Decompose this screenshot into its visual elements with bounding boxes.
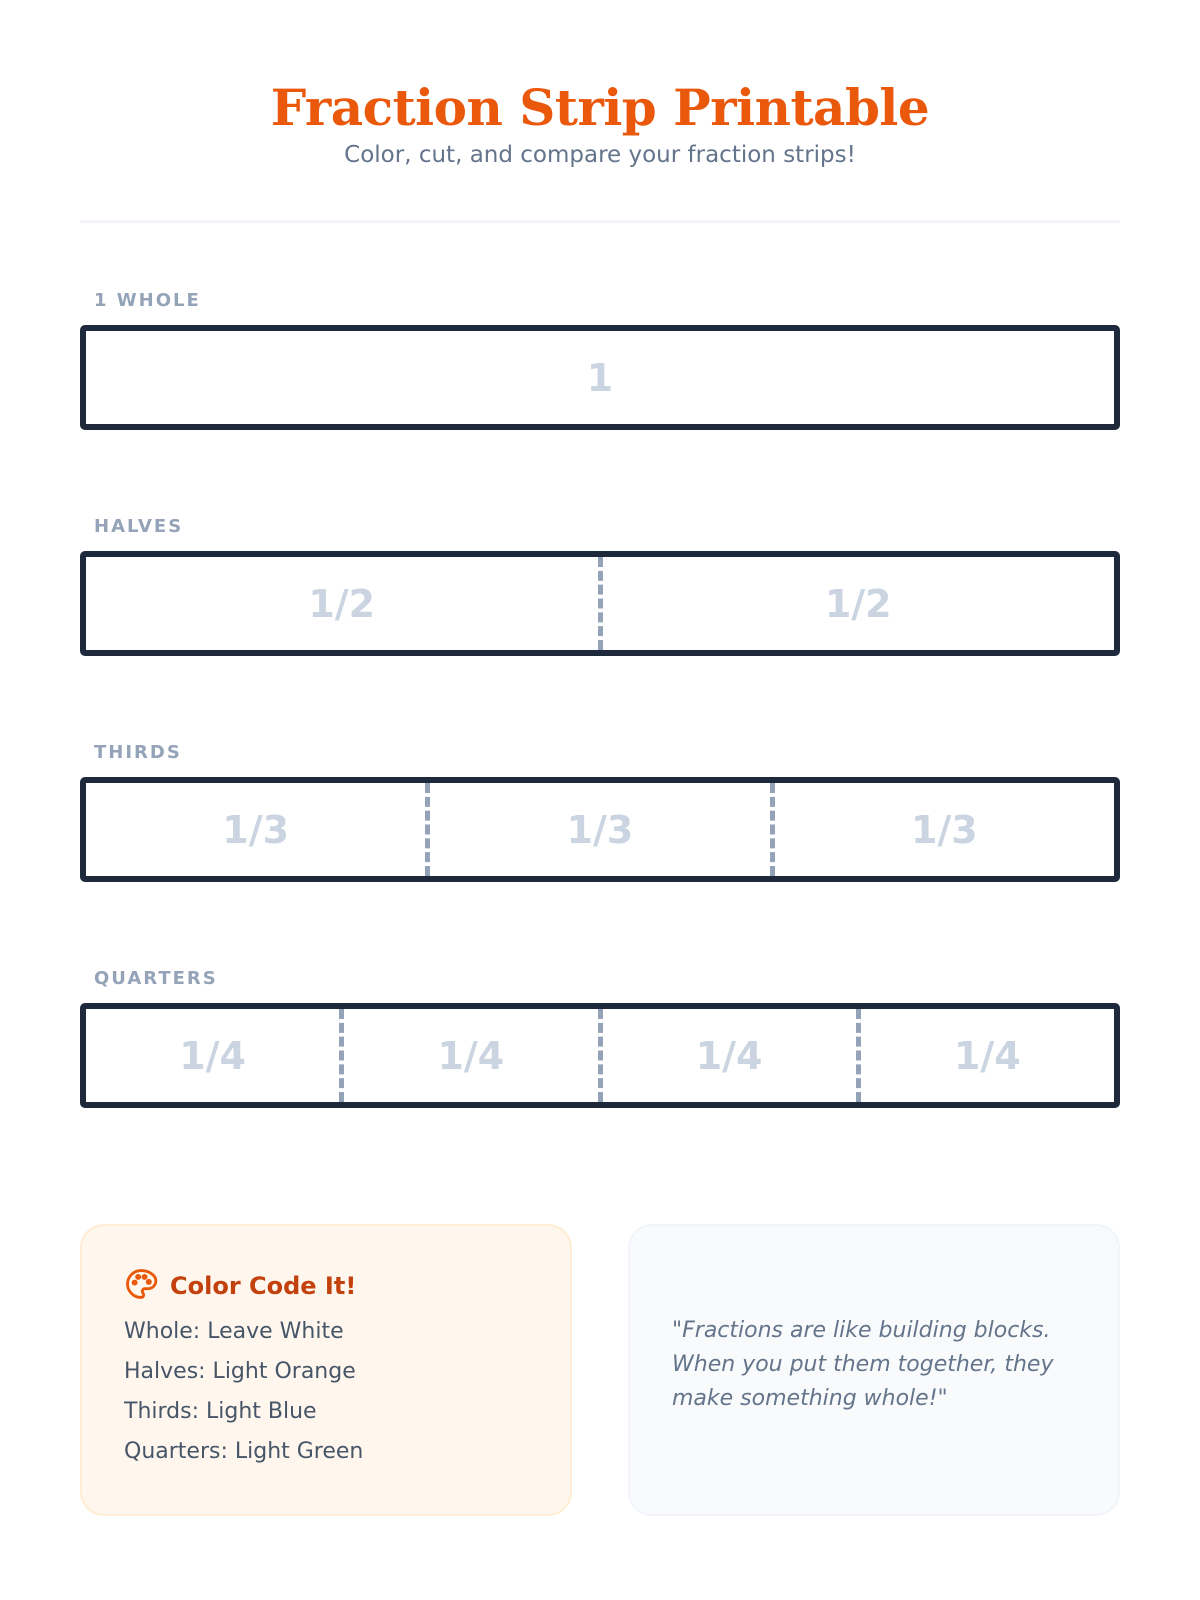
strip-piece: 1/4 [598, 1009, 856, 1102]
fraction-strip-halves [80, 551, 1120, 656]
legend-item: Whole: Leave White [124, 1319, 344, 1344]
page-title: Fraction Strip Printable [270, 78, 930, 137]
strip-piece: 1/4 [856, 1009, 1114, 1102]
strip-label: 1 WHOLE [94, 290, 201, 311]
palette-icon [124, 1267, 170, 1305]
page-subtitle: Color, cut, and compare your fraction strips! [344, 142, 856, 168]
page-header [0, 78, 1200, 170]
legend-item: Halves: Light Orange [124, 1359, 356, 1384]
color-code-title: Color Code It! [170, 1272, 357, 1300]
strip-piece: 1/4 [179, 1033, 246, 1078]
fraction-strip-quarters [80, 1003, 1120, 1108]
strip-piece: 1/3 [425, 783, 769, 876]
quote-card [628, 1224, 1120, 1516]
color-code-card [80, 1224, 572, 1516]
strip-piece: 1/2 [308, 581, 376, 626]
legend-item: Quarters: Light Green [124, 1439, 364, 1464]
strip-piece: 1/4 [339, 1009, 597, 1102]
header-divider [80, 220, 1120, 223]
fraction-strip-thirds [80, 777, 1120, 882]
strip-label: HALVES [94, 516, 184, 537]
strip-piece: 1 [586, 355, 614, 400]
strip-label: THIRDS [94, 742, 182, 763]
quote-text: "Fractions are like building blocks. When you put them together, they make something whole!" [672, 1318, 1054, 1411]
strip-piece: 1/3 [222, 807, 290, 852]
fraction-strip-whole [80, 325, 1120, 430]
strip-label: QUARTERS [94, 968, 218, 989]
strip-piece: 1/3 [770, 783, 1114, 876]
legend-item: Thirds: Light Blue [124, 1399, 317, 1424]
strip-piece: 1/2 [598, 557, 1115, 650]
color-code-header [124, 1268, 530, 1304]
